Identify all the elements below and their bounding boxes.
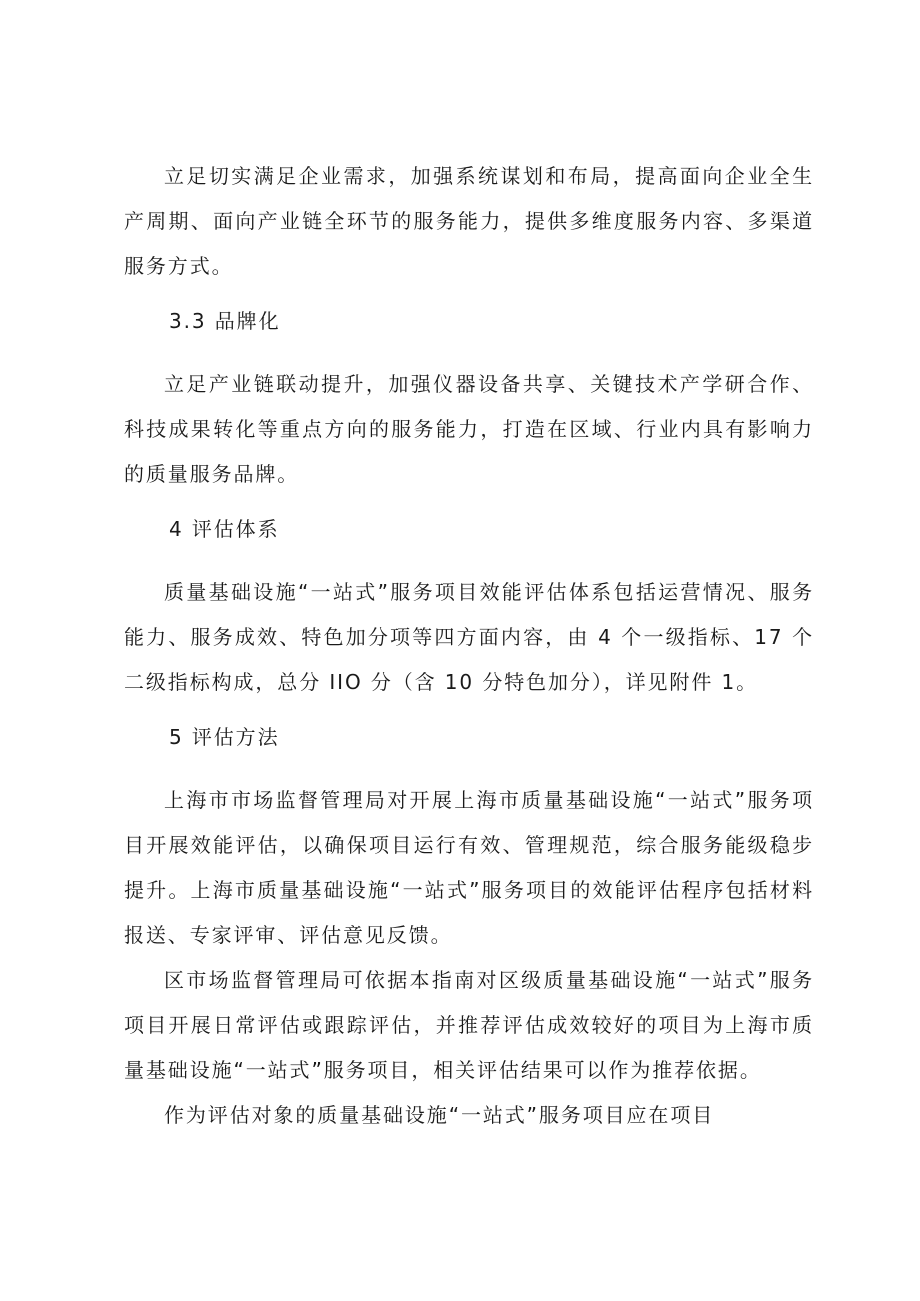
paragraph-comprehensive: 立足切实满足企业需求，加强系统谋划和布局，提高面向企业全生产周期、面向产业链全环节的服务能力，提供多维度服务内容、多渠道服务方式。 (124, 164, 814, 278)
document-body (124, 154, 814, 1138)
section-heading-5: 5 评估方法 (169, 725, 280, 749)
paragraph-evaluation-system: 质量基础设施“一站式”服务项目效能评估体系包括运营情况、服务能力、服务成效、特色加分项等四方面内容，由 4 个一级指标、17 个二级指标构成，总分 IIO 分（含 10 分特色加分），详见附件 1。 (124, 580, 814, 694)
paragraph-evaluation-method: 上海市市场监督管理局对开展上海市质量基础设施“一站式”服务项目开展效能评估，以确保项目运行有效、管理规范，综合服务能级稳步提升。上海市质量基础设施“一站式”服务项目的效能评估程序包括材料报送、专家评审、评估意见反馈。 (124, 788, 814, 947)
paragraph-district-evaluation: 区市场监督管理局可依据本指南对区级质量基础设施“一站式”服务项目开展日常评估或跟踪评估，并推荐评估成效较好的项目为上海市质量基础设施“一站式”服务项目，相关评估结果可以作为推荐依据。 (124, 968, 814, 1082)
paragraph-branding: 立足产业链联动提升，加强仪器设备共享、关键技术产学研合作、科技成果转化等重点方向的服务能力，打造在区域、行业内具有影响力的质量服务品牌。 (124, 372, 814, 486)
section-heading-3-3: 3.3 品牌化 (169, 309, 281, 333)
section-heading-4: 4 评估体系 (169, 517, 280, 541)
paragraph-evaluation-object: 作为评估对象的质量基础设施“一站式”服务项目应在项目 (164, 1103, 715, 1127)
